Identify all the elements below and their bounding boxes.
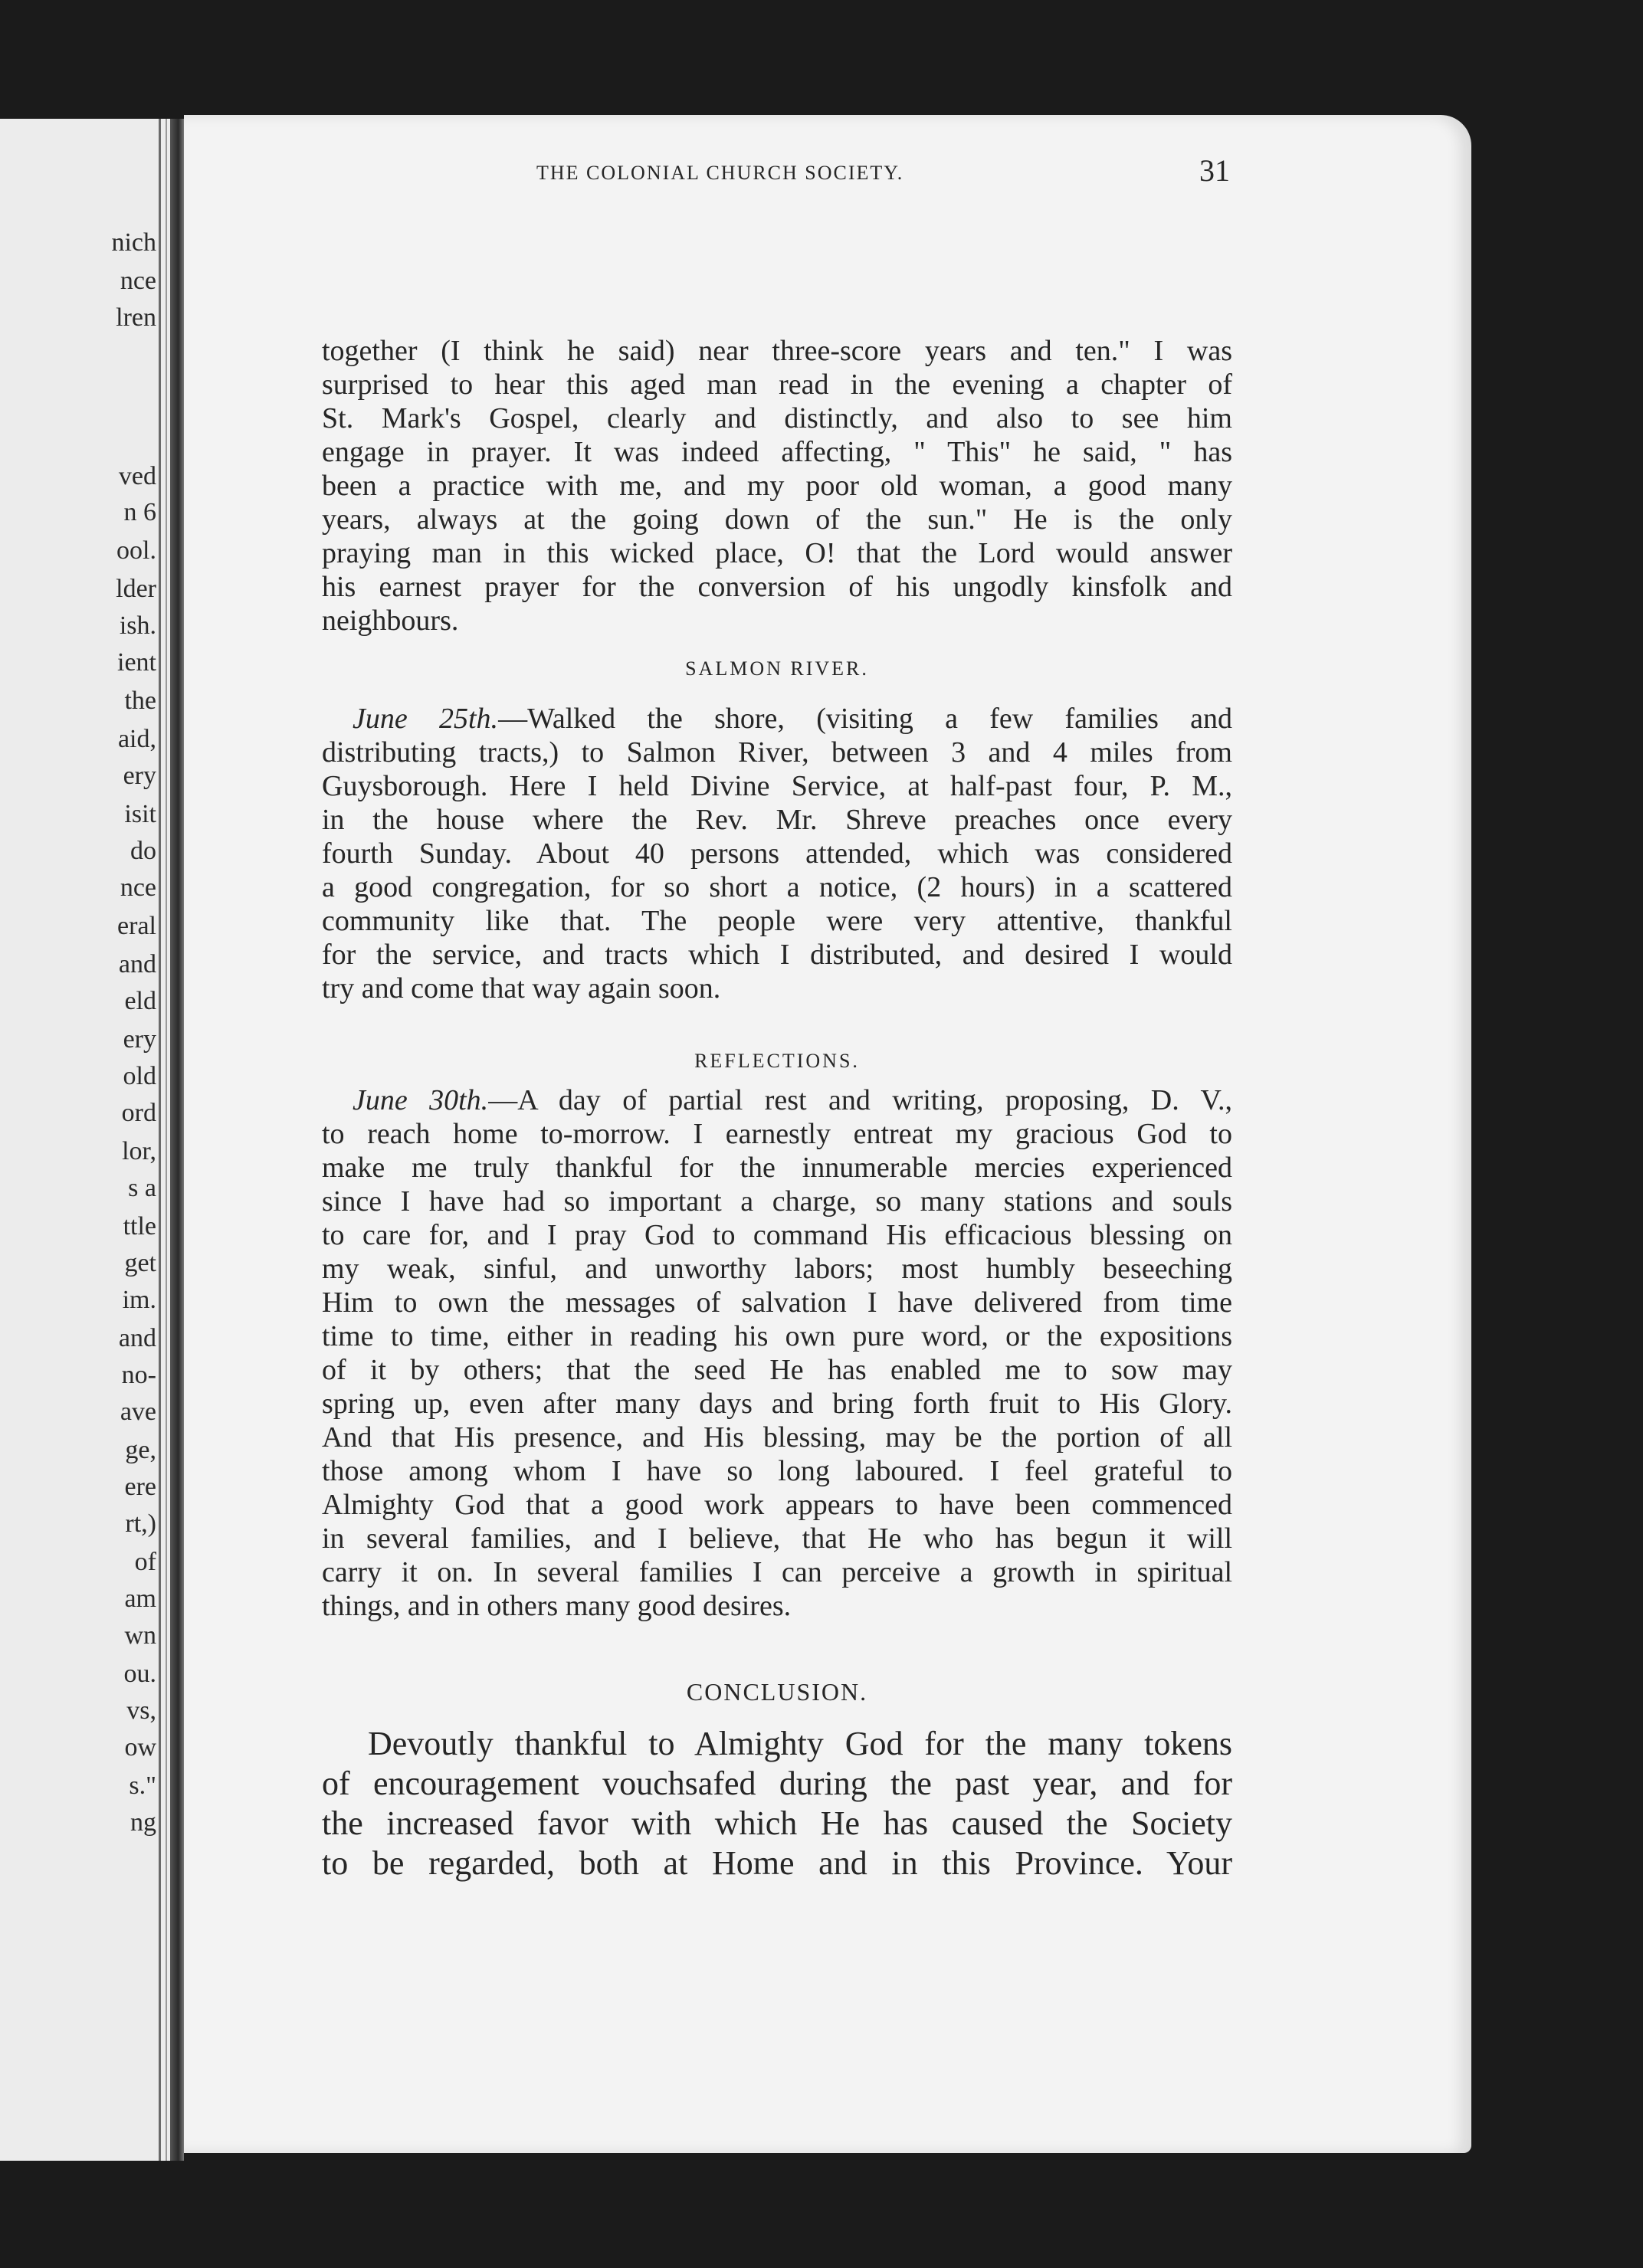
text-line: been a practice with me, and my poor old woman, a good many (322, 470, 1232, 502)
section-heading-conclusion: CONCLUSION. (686, 1678, 868, 1706)
text-line: his earnest prayer for the conversion of his ungodly kinsfolk and (322, 571, 1232, 603)
section-heading-reflections: REFLECTIONS. (694, 1050, 860, 1072)
text-line: a good congregation, for so short a notice, (2 hours) in a scattered (322, 871, 1232, 903)
text-line: time to time, either in reading his own pure word, or the expositions (322, 1320, 1232, 1352)
text-line: of encouragement vouchsafed during the past year, and for (322, 1765, 1232, 1802)
text-line: in the house where the Rev. Mr. Shreve preaches once every (322, 804, 1232, 836)
facing-page-line-fragment: aid, (117, 725, 156, 753)
facing-page-line-fragment: isit (124, 800, 156, 828)
text-line: for the service, and tracts which I distributed, and desired I would (322, 939, 1232, 971)
text-line: Almighty God that a good work appears to have been commenced (322, 1489, 1232, 1521)
text-line: years, always at the going down of the sun." He is the only (322, 503, 1232, 536)
facing-page-line-fragment: s." (129, 1771, 156, 1800)
text-line: And that His presence, and His blessing, may be the portion of all (322, 1421, 1232, 1454)
text-line-first (322, 1083, 1232, 1117)
text-line: make me truly thankful for the innumerable mercies experienced (322, 1152, 1232, 1184)
facing-page-line-fragment: ng (130, 1808, 156, 1837)
facing-page-line-fragment: lor, (122, 1137, 156, 1165)
text-line: neighbours. (322, 605, 459, 637)
text-run: —A day of partial rest and writing, proposing, D. V., (488, 1084, 1232, 1116)
facing-page-line-fragment: ient (117, 648, 156, 677)
text-line: engage in prayer. It was indeed affecting, " This" he said, " has (322, 436, 1232, 468)
text-run: —Walked the shore, (visiting a few families and (498, 703, 1232, 735)
text-line: try and come that way again soon. (322, 972, 721, 1005)
text-line: Devoutly thankful to Almighty God for the many tokens (368, 1725, 1232, 1762)
text-line: distributing tracts,) to Salmon River, between 3 and 4 miles from (322, 736, 1232, 769)
facing-page-line-fragment: the (124, 687, 156, 715)
facing-page-line-fragment: ord (121, 1099, 156, 1127)
text-line: things, and in others many good desires. (322, 1590, 792, 1622)
text-line: spring up, even after many days and bring forth fruit to His Glory. (322, 1388, 1232, 1420)
facing-page-line-fragment: nich (111, 228, 156, 257)
facing-page-line-fragment: and (118, 1324, 156, 1352)
section-heading-salmon-river: SALMON RIVER. (685, 657, 869, 680)
facing-page-line-fragment: ge, (125, 1436, 156, 1464)
text-line: to reach home to-morrow. I earnestly entreat my gracious God to (322, 1118, 1232, 1150)
facing-page-line-fragment: of (134, 1548, 156, 1576)
facing-page-line-fragment: no- (121, 1361, 156, 1389)
facing-page-line-fragment: ave (120, 1398, 156, 1426)
text-line: Guysborough. Here I held Divine Service, at half-past four, P. M., (322, 770, 1232, 802)
facing-page-line-fragment: nce (120, 267, 156, 295)
facing-page-line-fragment: ved (118, 462, 156, 490)
entry-date: June 25th. (353, 703, 499, 735)
facing-page-line-fragment: eral (117, 912, 156, 940)
facing-page-line-fragment: nce (120, 873, 156, 902)
paragraph-intro (322, 334, 1232, 637)
facing-page-line-fragment: lder (116, 575, 156, 603)
facing-page-line-fragment: im. (122, 1286, 156, 1314)
text-line: my weak, sinful, and unworthy labors; most humbly beseeching (322, 1253, 1232, 1285)
book-gutter (170, 119, 184, 2161)
running-title: THE COLONIAL CHURCH SOCIETY. (536, 162, 904, 184)
facing-page-line-fragment: n 6 (123, 498, 156, 526)
page-number: 31 (1199, 153, 1230, 188)
text-line: to care for, and I pray God to command His efficacious blessing on (322, 1219, 1232, 1251)
text-line: Him to own the messages of salvation I have delivered from time (322, 1286, 1232, 1319)
facing-page-line-fragment: ery (123, 1025, 156, 1054)
entry-date: June 30th. (353, 1084, 489, 1116)
facing-page-line-fragment: ery (123, 762, 156, 790)
facing-page-line-fragment: am (124, 1585, 156, 1613)
text-line-first (322, 702, 1232, 736)
text-line: community like that. The people were very attentive, thankful (322, 905, 1232, 937)
facing-page-line-fragment: old (123, 1062, 156, 1090)
facing-page-line-fragment: ttle (123, 1212, 156, 1241)
text-line: St. Mark's Gospel, clearly and distinctly, and also to see him (322, 402, 1232, 434)
facing-page-line-fragment: lren (116, 303, 156, 332)
facing-page-line-fragment: wn (124, 1621, 156, 1650)
page-edge (159, 119, 167, 2161)
text-line: in several families, and I believe, that He who has begun it will (322, 1522, 1232, 1555)
text-line: fourth Sunday. About 40 persons attended, which was considered (322, 837, 1232, 870)
text-line: the increased favor with which He has caused the Society (322, 1804, 1232, 1842)
text-line: praying man in this wicked place, O! that the Lord would answer (322, 537, 1232, 569)
text-line: together (I think he said) near three-score years and ten." I was (322, 335, 1232, 367)
facing-page-line-fragment: s a (128, 1174, 156, 1202)
facing-page-line-fragment: rt,) (125, 1509, 156, 1538)
text-line: of it by others; that the seed He has enabled me to sow may (322, 1354, 1232, 1386)
text-line: carry it on. In several families I can perceive a growth in spiritual (322, 1556, 1232, 1588)
facing-page-line-fragment: and (118, 950, 156, 978)
facing-page-line-fragment: ere (124, 1473, 156, 1501)
facing-page-line-fragment: ou. (123, 1660, 156, 1688)
text-line: to be regarded, both at Home and in this Province. Your (322, 1844, 1232, 1882)
paragraph-salmon-river (322, 702, 1232, 1005)
text-line: those among whom I have so long laboured. I feel grateful to (322, 1455, 1232, 1487)
running-head (349, 153, 1230, 188)
facing-page-fragment (0, 119, 170, 2161)
facing-page-line-fragment: ow (124, 1733, 156, 1762)
facing-page-line-fragment: ool. (116, 536, 156, 565)
paragraph-reflections (322, 1083, 1232, 1623)
facing-page-line-fragment: get (124, 1249, 156, 1277)
facing-page-line-fragment: ish. (119, 611, 156, 640)
facing-page-line-fragment: eld (124, 987, 156, 1015)
text-line: surprised to hear this aged man read in the evening a chapter of (322, 369, 1232, 401)
facing-page-line-fragment: vs, (126, 1696, 156, 1725)
paragraph-conclusion (322, 1724, 1232, 1883)
text-line: since I have had so important a charge, so many stations and souls (322, 1185, 1232, 1218)
facing-page-line-fragment: do (130, 837, 156, 865)
